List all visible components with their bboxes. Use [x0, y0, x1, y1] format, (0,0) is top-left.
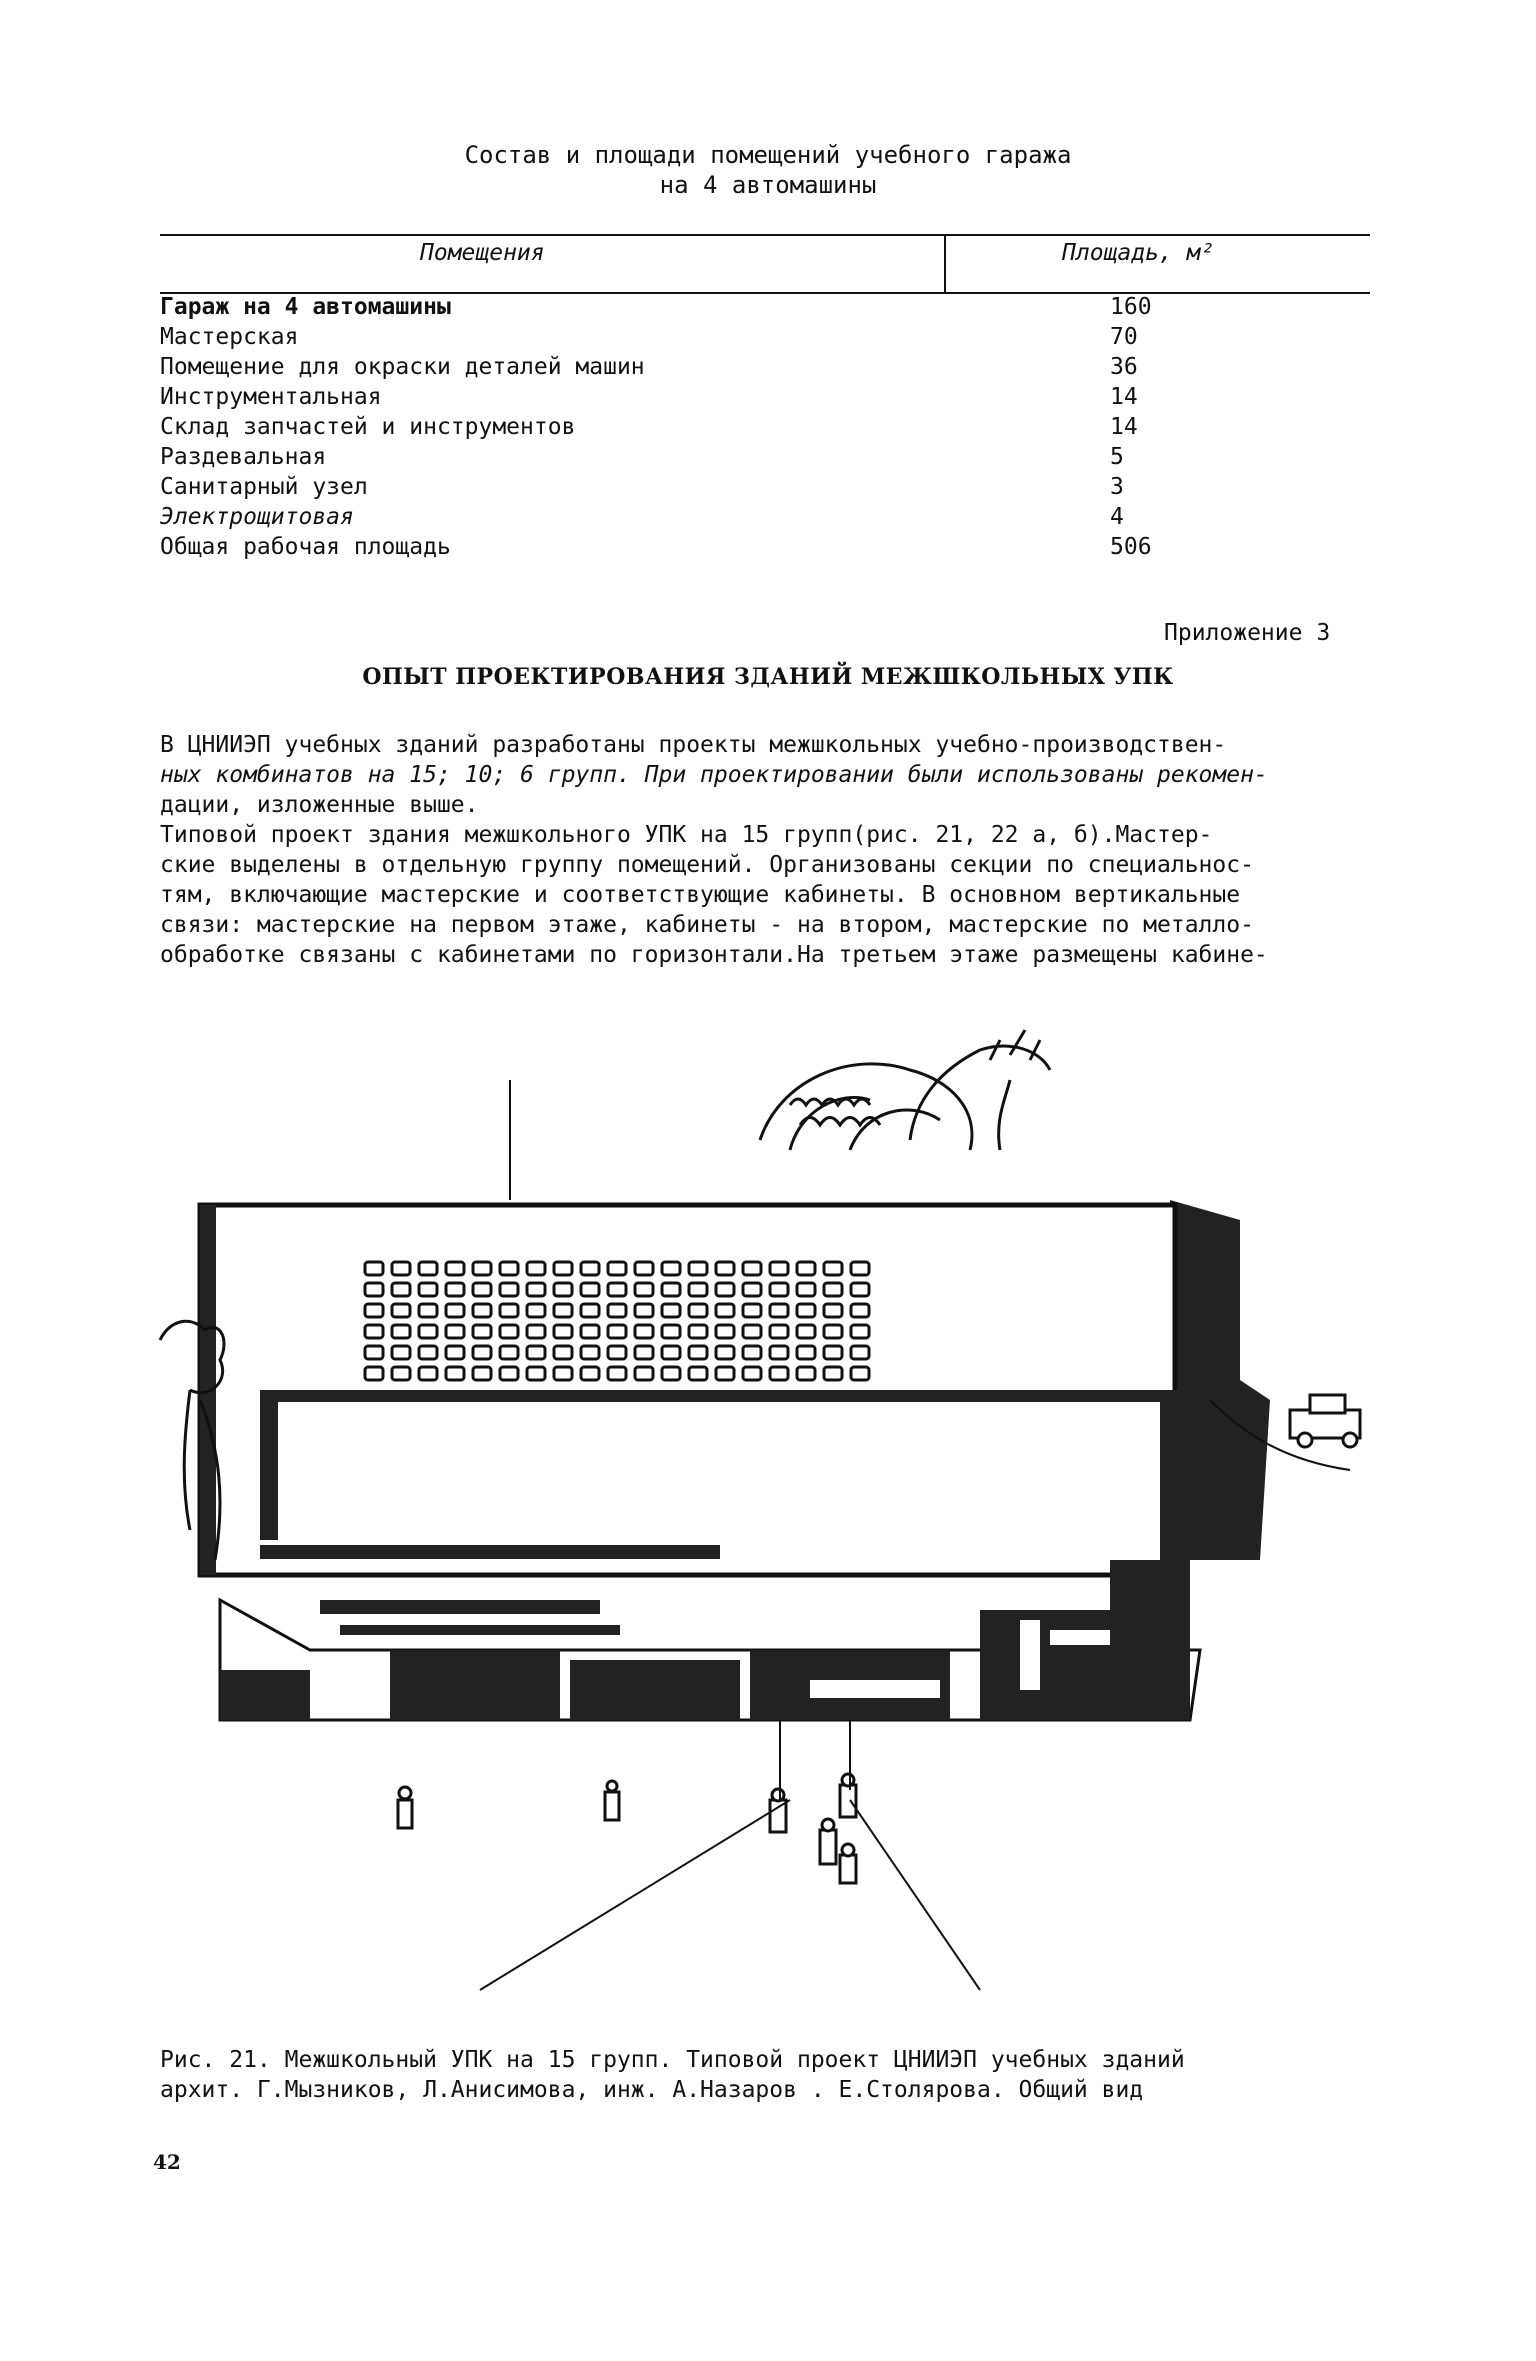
table-header-area: Площадь, м² — [1062, 240, 1215, 266]
window-pane — [743, 1367, 761, 1380]
table-row-name: Гараж на 4 автомашины — [160, 294, 451, 320]
window-pane — [527, 1325, 545, 1338]
window-pane — [635, 1367, 653, 1380]
paragraph-line: Типовой проект здания межшкольного УПК на 15 групп(рис. 21, 22 а, б).Мастер- — [160, 822, 1213, 848]
window-pane — [473, 1283, 491, 1296]
window-pane — [500, 1262, 518, 1275]
window-pane — [527, 1304, 545, 1317]
window-pane — [527, 1262, 545, 1275]
window-pane — [797, 1262, 815, 1275]
window-pane — [662, 1304, 680, 1317]
window-pane — [365, 1367, 383, 1380]
section-heading: ОПЫТ ПРОЕКТИРОВАНИЯ ЗДАНИЙ МЕЖШКОЛЬНЫХ УПК — [362, 664, 1174, 690]
window-pane — [824, 1325, 842, 1338]
window-pane — [446, 1283, 464, 1296]
window-pane — [419, 1304, 437, 1317]
window-pane — [743, 1262, 761, 1275]
window-pane — [716, 1283, 734, 1296]
window-pane — [365, 1325, 383, 1338]
paragraph-line: ские выделены в отдельную группу помещений. Организованы секции по специальнос- — [160, 852, 1254, 878]
window-pane — [500, 1283, 518, 1296]
window-pane — [419, 1346, 437, 1359]
table-row-area: 4 — [1110, 504, 1124, 530]
window-pane — [608, 1367, 626, 1380]
appendix-label: Приложение 3 — [1164, 620, 1331, 646]
window-pane — [743, 1283, 761, 1296]
window-pane — [446, 1304, 464, 1317]
window-pane — [743, 1304, 761, 1317]
figure-caption-line2: архит. Г.Мызников, Л.Анисимова, инж. А.Назаров . Е.Столярова. Общий вид — [160, 2077, 1144, 2103]
window-pane — [527, 1346, 545, 1359]
paragraph-line: дации, изложенные выше. — [160, 792, 479, 818]
window-pane — [689, 1262, 707, 1275]
paragraph-line: В ЦНИИЭП учебных зданий разработаны проекты межшкольных учебно-производствен- — [160, 732, 1227, 758]
window-pane — [797, 1367, 815, 1380]
window-pane — [500, 1304, 518, 1317]
table-row-name: Инструментальная — [160, 384, 382, 410]
window-pane — [527, 1367, 545, 1380]
window-pane — [770, 1346, 788, 1359]
window-pane — [554, 1325, 572, 1338]
window-pane — [770, 1283, 788, 1296]
window-pane — [446, 1325, 464, 1338]
window-pane — [473, 1304, 491, 1317]
window-pane — [446, 1367, 464, 1380]
page-number: 42 — [153, 2150, 181, 2174]
window-pane — [716, 1325, 734, 1338]
window-pane — [581, 1304, 599, 1317]
window-pane — [365, 1283, 383, 1296]
window-pane — [608, 1346, 626, 1359]
window-pane — [824, 1346, 842, 1359]
table-row-name: Общая рабочая площадь — [160, 534, 451, 560]
window-pane — [419, 1367, 437, 1380]
window-pane — [419, 1325, 437, 1338]
window-pane — [635, 1283, 653, 1296]
window-pane — [419, 1283, 437, 1296]
window-pane — [554, 1367, 572, 1380]
window-pane — [473, 1367, 491, 1380]
paragraph-line: связи: мастерские на первом этаже, кабинеты - на втором, мастерские по металло- — [160, 912, 1254, 938]
table-header-rooms: Помещения — [420, 240, 545, 266]
table-row-area: 160 — [1110, 294, 1152, 320]
window-pane — [716, 1367, 734, 1380]
window-pane — [824, 1283, 842, 1296]
window-pane — [662, 1346, 680, 1359]
window-pane — [662, 1283, 680, 1296]
window-pane — [797, 1325, 815, 1338]
building-side-shade — [1170, 1200, 1270, 1560]
table-row-name: Санитарный узел — [160, 474, 368, 500]
window-pane — [608, 1304, 626, 1317]
window-pane — [716, 1346, 734, 1359]
window-pane — [446, 1346, 464, 1359]
window-pane — [365, 1346, 383, 1359]
paragraph-line: обработке связаны с кабинетами по горизонтали.На третьем этаже размещены кабине- — [160, 942, 1268, 968]
window-pane — [689, 1283, 707, 1296]
window-pane — [824, 1262, 842, 1275]
window-pane — [689, 1304, 707, 1317]
people-illustration — [398, 1774, 856, 1883]
tree-illustration — [760, 1030, 1050, 1150]
table-title-line2: на 4 автомашины — [659, 171, 877, 199]
window-pane — [446, 1262, 464, 1275]
window-pane — [473, 1262, 491, 1275]
window-pane — [662, 1367, 680, 1380]
window-pane — [797, 1346, 815, 1359]
table-row-name: Электрощитовая — [160, 504, 354, 530]
window-pane — [608, 1325, 626, 1338]
table-row-area: 36 — [1110, 354, 1138, 380]
window-pane — [716, 1304, 734, 1317]
window-pane — [635, 1346, 653, 1359]
window-pane — [770, 1325, 788, 1338]
window-pane — [473, 1346, 491, 1359]
window-pane — [635, 1304, 653, 1317]
window-pane — [851, 1346, 869, 1359]
table-column-divider — [944, 234, 946, 294]
window-pane — [743, 1325, 761, 1338]
table-row-area: 70 — [1110, 324, 1138, 350]
window-pane — [608, 1262, 626, 1275]
window-pane — [581, 1283, 599, 1296]
window-pane — [851, 1325, 869, 1338]
window-pane — [662, 1262, 680, 1275]
window-pane — [527, 1283, 545, 1296]
window-pane — [581, 1346, 599, 1359]
window-pane — [635, 1262, 653, 1275]
paragraph-line: ных комбинатов на 15; 10; 6 групп. При проектировании были использованы рекомен- — [160, 762, 1268, 788]
window-pane — [851, 1262, 869, 1275]
window-pane — [770, 1367, 788, 1380]
window-pane — [851, 1304, 869, 1317]
window-pane — [824, 1304, 842, 1317]
table-row-name: Раздевальная — [160, 444, 327, 470]
window-pane — [797, 1304, 815, 1317]
window-pane — [500, 1325, 518, 1338]
paragraph-line: тям, включающие мастерские и соответствующие кабинеты. В основном вертикальные — [160, 882, 1241, 908]
table-row-area: 506 — [1110, 534, 1152, 560]
window-pane — [392, 1283, 410, 1296]
window-pane — [635, 1325, 653, 1338]
figure-caption-line1: Рис. 21. Межшкольный УПК на 15 групп. Типовой проект ЦНИИЭП учебных зданий — [160, 2047, 1185, 2073]
window-pane — [689, 1367, 707, 1380]
window-pane — [554, 1346, 572, 1359]
window-pane — [770, 1304, 788, 1317]
table-row-name: Мастерская — [160, 324, 299, 350]
table-row-area: 3 — [1110, 474, 1124, 500]
window-pane — [554, 1283, 572, 1296]
window-pane — [851, 1283, 869, 1296]
window-pane — [554, 1262, 572, 1275]
window-pane — [392, 1367, 410, 1380]
table-row-area: 14 — [1110, 384, 1138, 410]
table-row-area: 14 — [1110, 414, 1138, 440]
window-pane — [581, 1367, 599, 1380]
window-pane — [716, 1262, 734, 1275]
table-row-name: Склад запчастей и инструментов — [160, 414, 576, 440]
window-pane — [689, 1325, 707, 1338]
window-pane — [419, 1262, 437, 1275]
window-pane — [500, 1367, 518, 1380]
window-pane — [824, 1367, 842, 1380]
car-illustration — [1290, 1395, 1360, 1447]
window-pane — [689, 1346, 707, 1359]
building-illustration — [150, 1000, 1390, 2000]
window-pane — [365, 1262, 383, 1275]
window-pane — [365, 1304, 383, 1317]
window-pane — [392, 1325, 410, 1338]
window-pane — [581, 1325, 599, 1338]
window-pane — [743, 1346, 761, 1359]
table-row-name: Помещение для окраски деталей машин — [160, 354, 645, 380]
table-top-rule — [160, 234, 1370, 236]
window-pane — [392, 1346, 410, 1359]
table-title-line1: Состав и площади помещений учебного гаража — [464, 141, 1072, 169]
window-pane — [392, 1262, 410, 1275]
building-lower-block — [260, 1390, 1170, 1402]
window-pane — [500, 1346, 518, 1359]
window-pane — [473, 1325, 491, 1338]
table-row-area: 5 — [1110, 444, 1124, 470]
window-pane — [554, 1304, 572, 1317]
window-pane — [581, 1262, 599, 1275]
window-pane — [770, 1262, 788, 1275]
window-pane — [851, 1367, 869, 1380]
window-pane — [797, 1283, 815, 1296]
window-pane — [662, 1325, 680, 1338]
window-pane — [608, 1283, 626, 1296]
window-pane — [392, 1304, 410, 1317]
